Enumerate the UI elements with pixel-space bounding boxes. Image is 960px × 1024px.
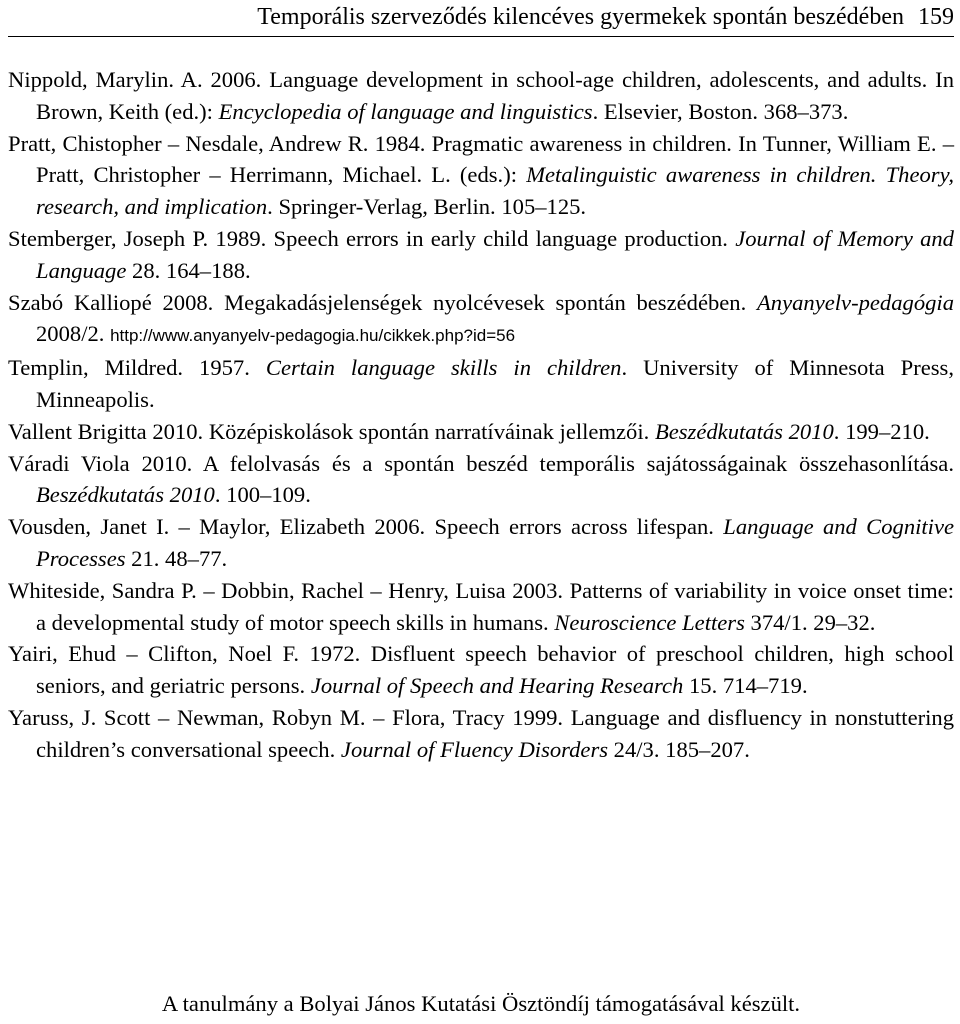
journal-page [8, 0, 954, 1024]
reference-entry [8, 287, 954, 353]
reference-title: Patterns of variability in voice onset time: a developmental study of motor speech skills in humans. [36, 577, 954, 635]
reference-details: 15. 714–719. [683, 673, 808, 699]
reference-list [8, 64, 954, 766]
reference-details: . 199–210. [833, 418, 930, 444]
reference-entry [8, 448, 954, 512]
reference-authors: Nippold, Marylin. A. 2006. [8, 67, 262, 92]
reference-source: Journal of Memory and Language [36, 225, 954, 283]
reference-title: Középiskolások spontán narratíváinak jellemzői. [208, 418, 650, 444]
reference-title: A felolvasás és a spontán beszéd temporális sajátosságainak összehasonlítása. [202, 450, 954, 476]
reference-source: Beszédkutatás 2010 [36, 482, 215, 508]
page-number: 159 [918, 4, 954, 30]
header-rule [8, 36, 954, 37]
reference-entry [8, 511, 954, 575]
reference-source: Metalinguistic awareness in children. Theory, research, and implication [36, 162, 955, 220]
reference-source: Neuroscience Letters [554, 609, 745, 635]
reference-entry [8, 64, 954, 128]
running-title: Temporális szerveződés kilencéves gyermekek spontán beszédében [257, 4, 904, 30]
reference-entry [8, 416, 954, 448]
reference-authors: Szabó Kalliopé 2008. [8, 289, 214, 315]
reference-entry [8, 352, 954, 416]
reference-url[interactable]: http://www.anyanyelv-pedagogia.hu/cikkek.php?id=56 [110, 326, 516, 346]
reference-source: Beszédkutatás 2010 [654, 418, 834, 444]
reference-details: . Springer-Verlag, Berlin. 105–125. [267, 194, 587, 220]
reference-details: 24/3. 185–207. [608, 736, 750, 762]
reference-title: Megakadásjelenségek nyolcévesek spontán beszédében. [224, 289, 747, 315]
reference-source: Journal of Fluency Disorders [340, 736, 609, 762]
reference-authors: Pratt, Chistopher – Nesdale, Andrew R. 1984. [8, 130, 426, 156]
reference-title: Speech errors across lifespan. [434, 514, 714, 540]
reference-source: Language and Cognitive Processes [36, 514, 955, 571]
reference-entry [8, 128, 954, 223]
acknowledgement-note: A tanulmány a Bolyai János Kutatási Ösztöndíj támogatásával készült. [161, 991, 801, 1016]
reference-title: Pragmatic awareness in children. In Tunner, William E. – Pratt, Christopher – Herrimann, Michael. L. (eds.): [36, 130, 955, 188]
reference-authors: Templin, Mildred. 1957. [8, 355, 250, 381]
reference-source: Encyclopedia of language and linguistics [218, 98, 593, 124]
reference-details: 374/1. 29–32. [744, 609, 876, 635]
reference-authors: Whiteside, Sandra P. – Dobbin, Rachel – Henry, Luisa 2003. [8, 577, 564, 603]
reference-details: 21. 48–77. [125, 545, 228, 571]
reference-source: Journal of Speech and Hearing Research [310, 673, 684, 699]
reference-authors: Stemberger, Joseph P. 1989. [8, 225, 267, 251]
reference-authors: Vallent Brigitta 2010. [8, 418, 204, 444]
reference-authors: Yairi, Ehud – Clifton, Noel F. 1972. [8, 641, 361, 667]
reference-title: Language development in school-age children, adolescents, and adults. In Brown, Keith (ed.): [36, 67, 954, 124]
reference-details: . Elsevier, Boston. 368–373. [592, 98, 849, 124]
reference-entry [8, 223, 954, 287]
reference-details: 2008/2. [36, 321, 105, 347]
reference-source: Anyanyelv-pedagógia [757, 289, 954, 315]
reference-entry [8, 702, 954, 766]
reference-details: . University of Minnesota Press, Minneapolis. [36, 355, 954, 412]
reference-title: Disfluent speech behavior of preschool children, high school seniors, and geriatric persons. [36, 641, 954, 699]
reference-authors: Váradi Viola 2010. [8, 450, 193, 476]
running-head [8, 2, 954, 32]
reference-entry [8, 575, 954, 639]
reference-title: Language and disfluency in nonstuttering children’s conversational speech. [36, 704, 954, 762]
reference-authors: Vousden, Janet I. – Maylor, Elizabeth 2006. [8, 514, 426, 540]
reference-authors: Yaruss, J. Scott – Newman, Robyn M. – Flora, Tracy 1999. [8, 704, 564, 730]
reference-source: Certain language skills in children [265, 355, 622, 381]
reference-details: . 100–109. [214, 482, 311, 508]
reference-title: Speech errors in early child language production. [273, 225, 728, 251]
reference-entry [8, 638, 954, 702]
reference-details: 28. 164–188. [126, 257, 251, 283]
